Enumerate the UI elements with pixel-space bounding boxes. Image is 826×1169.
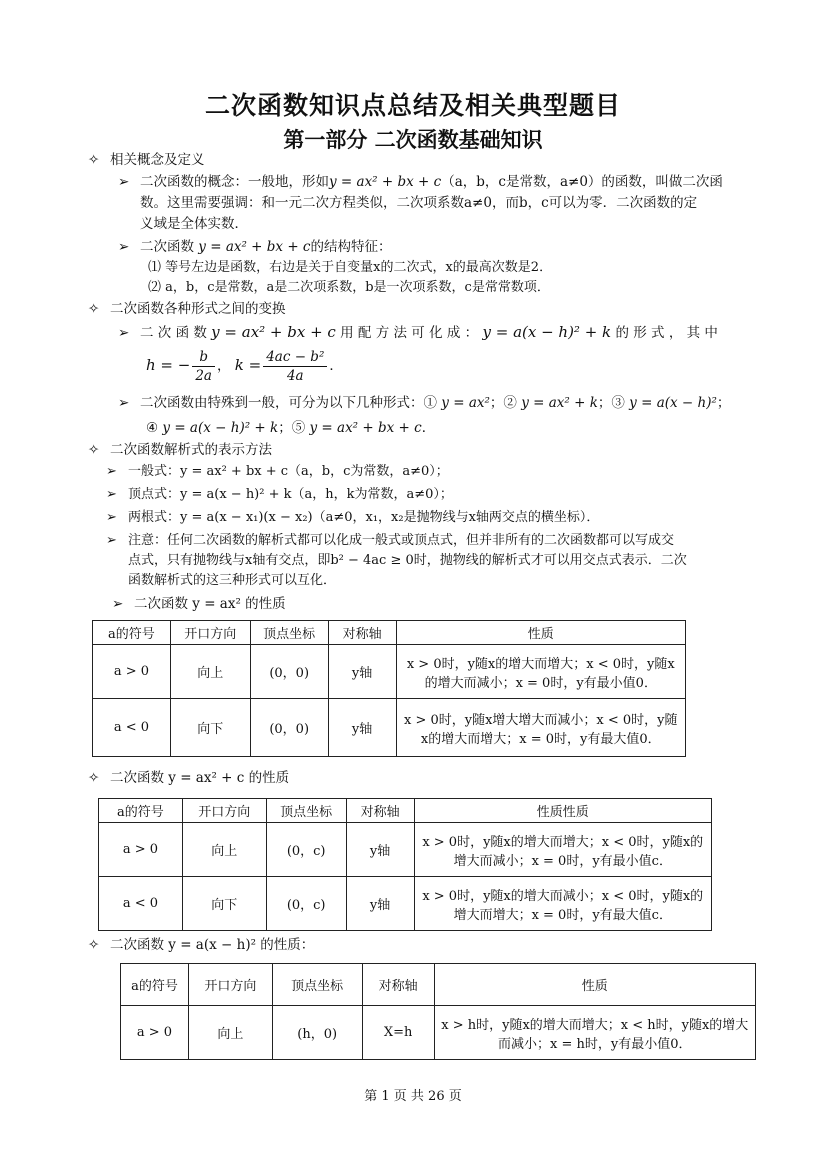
table3-caption: ✧ 二次函数 y = a(x − h)² 的性质： bbox=[88, 937, 315, 953]
note-line: ➢ 注意：任何二次函数的解析式都可以化成一般式或顶点式，但并非所有的二次函数都可以写成交 bbox=[106, 531, 674, 551]
table-header: 对称轴 bbox=[346, 799, 414, 823]
table-header: 对称轴 bbox=[328, 621, 396, 645]
table-header: 顶点坐标 bbox=[266, 799, 346, 823]
structure-heading: ➢ 二次函数 y = ax² + bx + c的结构特征： bbox=[118, 239, 392, 255]
table-header: 开口方向 bbox=[182, 799, 266, 823]
table-a-x-minus-h-squared-properties bbox=[120, 963, 756, 1060]
diamond-bullet-icon: ✧ bbox=[88, 937, 100, 953]
table2-caption: ✧ 二次函数 y = ax² + c 的性质 bbox=[88, 770, 290, 786]
table-header: 性质 bbox=[396, 621, 685, 645]
table-header: 性质 bbox=[434, 964, 755, 1006]
arrow-bullet-icon: ➢ bbox=[106, 510, 117, 525]
table-row: a > 0 向上 (0，0) y轴 x > 0时，y随x的增大而增大；x < 0时，y随x的增大而减小；x = 0时，y有最小值0． bbox=[93, 645, 686, 699]
table-header: 对称轴 bbox=[362, 964, 434, 1006]
concept-paragraph: ➢ 二次函数的概念：一般地，形如y = ax² + bx + c（a，b，c是常数，a≠0）的函数，叫做二次函 bbox=[118, 174, 723, 190]
section-heading-representations: ✧ 二次函数解析式的表示方法 bbox=[88, 442, 272, 458]
table-header: a的符号 bbox=[121, 964, 189, 1006]
completing-square-line: ➢ 二 次 函 数 y = ax² + bx + c 用 配 方 法 可 化 成 ： y = a(x − h)² + k 的 形 式 ， 其 中 bbox=[118, 323, 718, 341]
note-line2: 点式，只有抛物线与x轴有交点，即b² − 4ac ≥ 0时，抛物线的解析式才可以用交点式表示．二次 bbox=[128, 553, 687, 568]
special-to-general-line: ➢ 二次函数由特殊到一般，可分为以下几种形式：① y = ax²；② y = ax² + k；③ y = a(x − h)²； bbox=[118, 395, 731, 411]
table-ax2-plus-c-properties bbox=[98, 798, 712, 931]
diamond-bullet-icon: ✧ bbox=[88, 301, 100, 317]
table1-caption: ➢ 二次函数 y = ax² 的性质 bbox=[112, 596, 286, 612]
table-header: 顶点坐标 bbox=[250, 621, 328, 645]
general-form-line: ➢ 一般式：y = ax² + bx + c（a，b，c为常数，a≠0）； bbox=[106, 462, 449, 482]
table-header: a的符号 bbox=[93, 621, 171, 645]
diamond-bullet-icon: ✧ bbox=[88, 152, 100, 168]
table-row: a < 0 向下 (0，c) y轴 x > 0时，y随x的增大而减小；x < 0时，y随x的增大而增大；x = 0时，y有最大值c． bbox=[99, 877, 712, 931]
h-k-formulas: h = − $\frac{b}{2a}$ ， k = $\frac{\text{4ac − b²}}{4a}$ ． bbox=[146, 349, 343, 384]
concept-paragraph-line3: 义域是全体实数． bbox=[140, 216, 248, 232]
section-heading-concepts: ✧ 相关概念及定义 bbox=[88, 152, 205, 168]
special-to-general-line2: ④ y = a(x − h)² + k；⑤ y = ax² + bx + c． bbox=[146, 420, 436, 436]
table-row: a > 0 向上 (0，c) y轴 x > 0时，y随x的增大而增大；x < 0时，y随x的增大而减小；x = 0时，y有最小值c． bbox=[99, 823, 712, 877]
arrow-bullet-icon: ➢ bbox=[106, 533, 117, 548]
table-header: a的符号 bbox=[99, 799, 183, 823]
page-title: 二次函数知识点总结及相关典型题目 bbox=[204, 91, 621, 120]
arrow-bullet-icon: ➢ bbox=[118, 395, 130, 411]
section-heading-forms: ✧ 二次函数各种形式之间的变换 bbox=[88, 301, 286, 317]
arrow-bullet-icon: ➢ bbox=[112, 596, 124, 612]
arrow-bullet-icon: ➢ bbox=[106, 487, 117, 502]
h-fraction: $\frac{b}{2a}$ bbox=[192, 348, 215, 385]
page-footer: 第 1 页 共 26 页 bbox=[364, 1089, 462, 1104]
structure-point-2: ⑵ a，b，c是常数，a是二次项系数，b是一次项系数，c是常常数项． bbox=[148, 280, 550, 295]
arrow-bullet-icon: ➢ bbox=[118, 239, 130, 255]
two-root-form-line: ➢ 两根式：y = a(x − x₁)(x − x₂)（a≠0，x₁，x₂是抛物线与x轴两交点的横坐标）． bbox=[106, 508, 599, 528]
page-subtitle: 第一部分 二次函数基础知识 bbox=[283, 127, 543, 152]
table-row: a > 0 向上 (h，0) X=h x > h时，y随x的增大而增大；x < h时，y随x的增大而减小；x = h时，y有最小值0． bbox=[121, 1006, 756, 1060]
diamond-bullet-icon: ✧ bbox=[88, 442, 100, 458]
table-header: 性质性质 bbox=[414, 799, 711, 823]
table-header: 开口方向 bbox=[188, 964, 272, 1006]
note-line3: 函数解析式的这三种形式可以互化． bbox=[128, 573, 337, 588]
concept-paragraph-line2: 数。这里需要强调：和一元二次方程类似，二次项系数a≠0，而b，c可以为零．二次函数的定 bbox=[140, 195, 698, 211]
vertex-form-line: ➢ 顶点式：y = a(x − h)² + k（a，h，k为常数，a≠0）； bbox=[106, 485, 453, 505]
arrow-bullet-icon: ➢ bbox=[118, 325, 130, 341]
table-ax2-properties bbox=[92, 620, 686, 757]
arrow-bullet-icon: ➢ bbox=[106, 464, 117, 479]
diamond-bullet-icon: ✧ bbox=[88, 770, 100, 786]
table-header: 开口方向 bbox=[170, 621, 250, 645]
table-header: 顶点坐标 bbox=[272, 964, 362, 1006]
k-fraction: $\frac{\text{4ac − b²}}{4a}$ bbox=[263, 348, 327, 385]
arrow-bullet-icon: ➢ bbox=[118, 174, 130, 190]
table-row: a < 0 向下 (0，0) y轴 x > 0时，y随x增大增大而减小；x < 0时，y随x的增大而增大；x = 0时，y有最大值0． bbox=[93, 699, 686, 757]
structure-point-1: ⑴ 等号左边是函数，右边是关于自变量x的二次式，x的最高次数是2． bbox=[148, 260, 553, 275]
